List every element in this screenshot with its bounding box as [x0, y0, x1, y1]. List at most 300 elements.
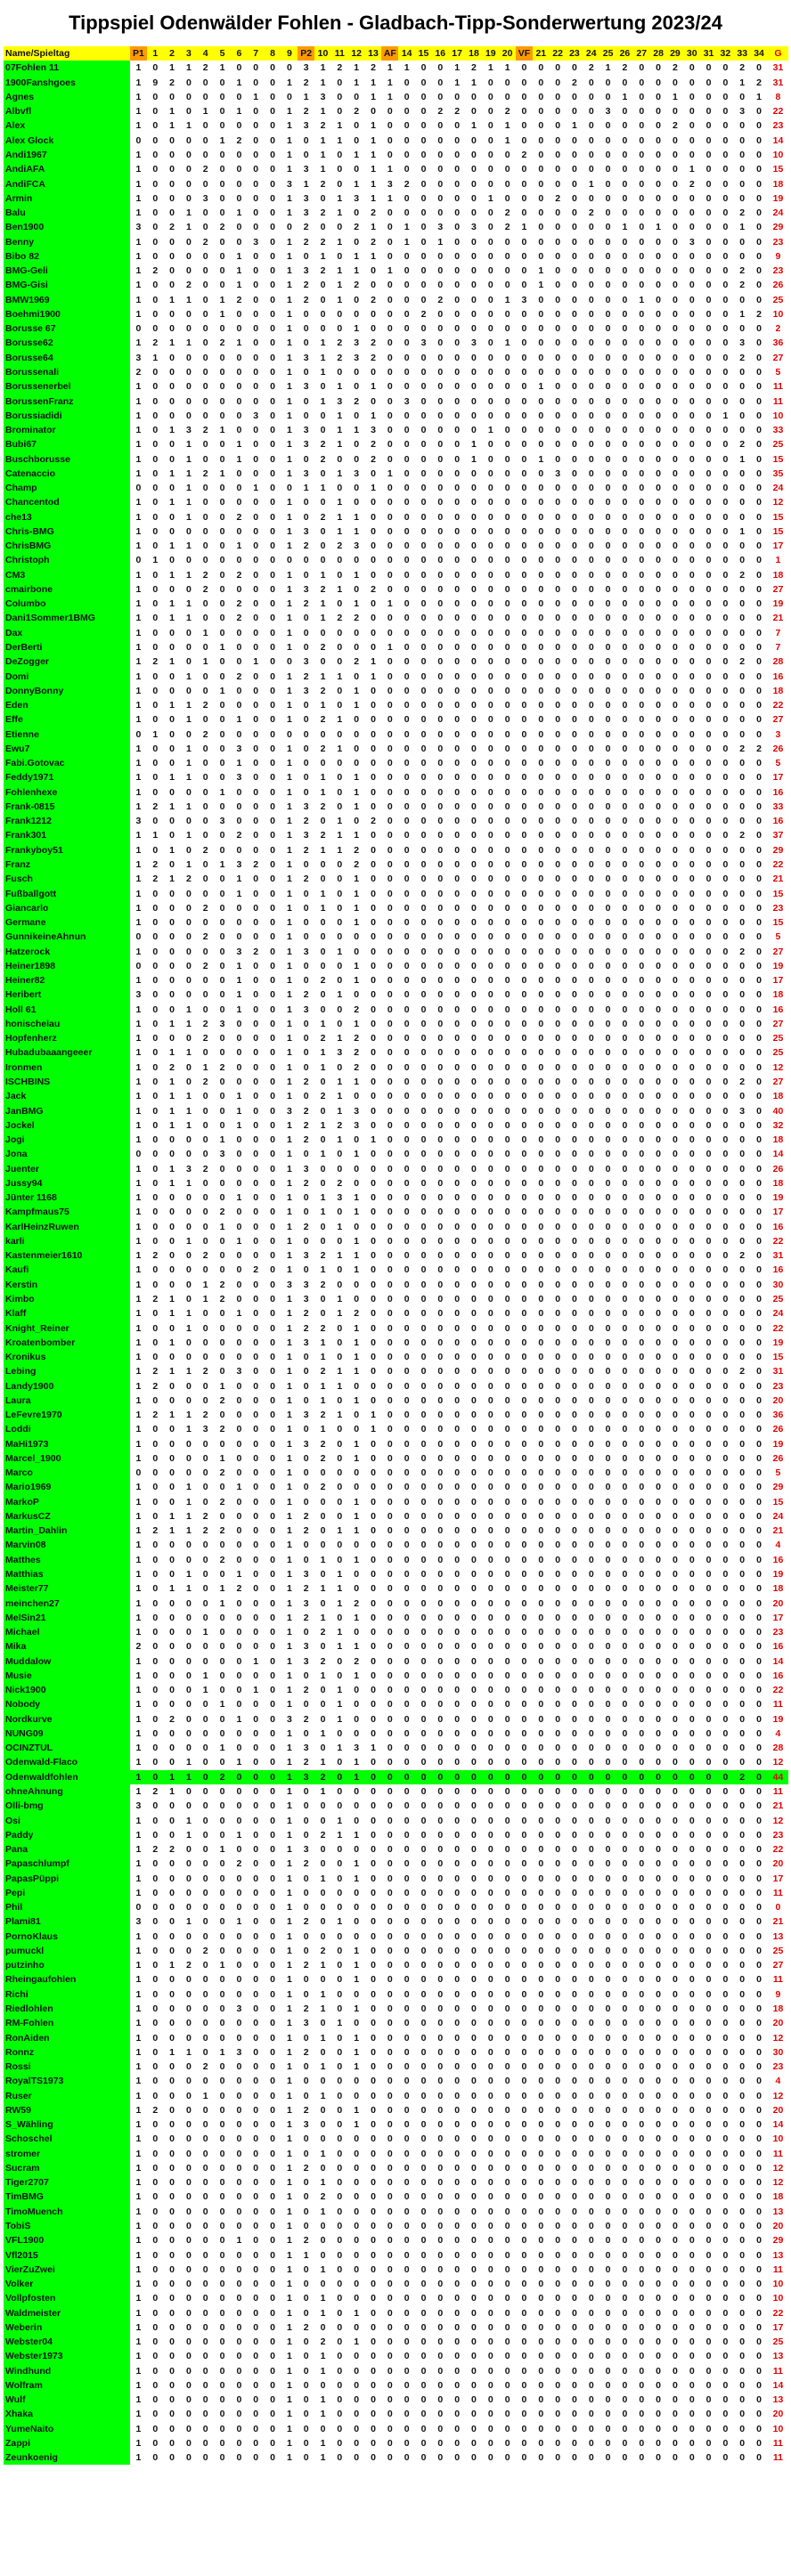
- score-cell: 1: [202, 1670, 208, 1681]
- score-cell: 0: [471, 902, 477, 914]
- score-cell: 0: [538, 1380, 544, 1392]
- score-cell: 1: [337, 714, 343, 726]
- score-cell: 0: [605, 743, 611, 754]
- score-cell: 1: [286, 1061, 292, 1073]
- score-cell: 0: [420, 656, 427, 668]
- score-cell: 0: [656, 1482, 661, 1493]
- score-cell: 0: [152, 1061, 159, 1073]
- score-cell: 0: [672, 1337, 678, 1348]
- score-cell: 0: [739, 120, 746, 132]
- score-cell: 0: [521, 989, 527, 1001]
- score-cell: 0: [756, 1308, 762, 1320]
- score-cell: 1: [354, 569, 360, 581]
- score-cell: 0: [739, 728, 746, 740]
- score-cell: 0: [538, 569, 544, 581]
- score-cell: 0: [320, 917, 326, 929]
- score-cell: 1: [337, 1134, 343, 1146]
- score-cell: 0: [689, 1134, 695, 1146]
- score-cell: 0: [639, 874, 645, 885]
- score-cell: 0: [202, 772, 208, 784]
- score-cell: 2: [202, 728, 208, 740]
- score-cell: 0: [404, 1496, 410, 1507]
- score-cell: 1: [354, 1757, 360, 1768]
- score-cell: 0: [236, 642, 242, 654]
- score-cell: 0: [236, 1525, 242, 1537]
- score-cell: 0: [354, 642, 360, 654]
- score-cell: 0: [756, 786, 762, 798]
- total-score: 18: [772, 569, 784, 581]
- score-cell: 0: [420, 569, 427, 581]
- score-cell: 1: [320, 888, 326, 899]
- score-cell: 1: [236, 439, 242, 451]
- score-cell: 0: [605, 1322, 611, 1334]
- score-cell: 2: [371, 236, 376, 248]
- score-cell: 1: [185, 62, 192, 74]
- score-cell: 0: [152, 598, 159, 610]
- score-cell: 0: [471, 1510, 477, 1522]
- score-cell: 0: [404, 366, 410, 378]
- score-cell: 0: [555, 337, 561, 349]
- score-cell: 0: [572, 483, 577, 494]
- score-cell: 0: [487, 381, 493, 393]
- score-cell: 0: [471, 800, 477, 812]
- score-cell: 0: [236, 1786, 242, 1797]
- score-cell: 0: [253, 642, 259, 654]
- score-cell: 0: [605, 120, 611, 132]
- score-cell: 1: [169, 656, 175, 668]
- table-row: [4, 365, 788, 379]
- score-cell: 0: [270, 106, 275, 118]
- score-cell: 0: [672, 1424, 678, 1435]
- score-cell: 0: [253, 1786, 259, 1797]
- score-cell: 0: [169, 859, 175, 870]
- score-cell: 0: [639, 192, 645, 204]
- score-cell: 0: [622, 1641, 628, 1653]
- column-header-matchday: 8: [265, 46, 281, 61]
- score-cell: 1: [236, 1091, 242, 1102]
- score-cell: 0: [622, 1134, 628, 1146]
- score-cell: 0: [420, 1279, 427, 1290]
- score-cell: 0: [705, 1786, 712, 1797]
- total-score: 29: [772, 222, 784, 233]
- score-cell: 0: [185, 1380, 192, 1392]
- score-cell: 0: [555, 975, 561, 987]
- score-cell: 0: [656, 1061, 661, 1073]
- score-cell: 0: [337, 1786, 343, 1797]
- score-cell: 1: [135, 1743, 142, 1754]
- score-cell: 0: [471, 207, 477, 219]
- table-row: [4, 828, 788, 842]
- score-cell: 0: [689, 1149, 695, 1160]
- score-cell: 0: [387, 1670, 393, 1681]
- score-cell: 0: [633, 1770, 650, 1784]
- score-cell: 0: [253, 77, 259, 88]
- score-cell: 0: [404, 700, 410, 711]
- column-header-matchday: P1: [130, 46, 147, 61]
- column-header-matchday: AF: [381, 46, 398, 61]
- score-cell: 0: [387, 1699, 393, 1711]
- score-cell: 2: [739, 207, 746, 219]
- score-cell: 0: [672, 178, 678, 190]
- player-name: ISCHBINS: [4, 1075, 130, 1089]
- score-cell: 0: [672, 395, 678, 407]
- score-cell: 0: [639, 1438, 645, 1450]
- score-cell: 0: [387, 1047, 393, 1059]
- score-cell: 1: [354, 323, 360, 335]
- score-cell: 1: [521, 222, 527, 233]
- score-cell: 0: [672, 192, 678, 204]
- column-header-matchday: 9: [281, 46, 298, 61]
- score-cell: 0: [454, 1496, 461, 1507]
- score-cell: 0: [622, 1438, 628, 1450]
- score-cell: 0: [705, 222, 712, 233]
- score-cell: 0: [420, 1221, 427, 1232]
- score-cell: 0: [437, 467, 444, 479]
- score-cell: 0: [471, 1337, 477, 1348]
- score-cell: 0: [672, 1221, 678, 1232]
- score-cell: 3: [219, 1018, 225, 1029]
- score-cell: 0: [605, 1163, 611, 1174]
- score-cell: 0: [656, 425, 661, 436]
- score-cell: 0: [169, 1192, 175, 1204]
- score-cell: 0: [756, 627, 762, 638]
- score-cell: 0: [722, 366, 729, 378]
- score-cell: 0: [656, 1540, 661, 1551]
- score-cell: 0: [555, 1061, 561, 1073]
- score-cell: 0: [521, 106, 527, 118]
- total-score: 16: [772, 1641, 784, 1653]
- score-cell: 0: [420, 989, 427, 1001]
- score-cell: 0: [739, 931, 746, 943]
- score-cell: 0: [152, 120, 159, 132]
- score-cell: 0: [605, 1467, 611, 1479]
- score-cell: 3: [303, 656, 309, 668]
- score-cell: 0: [487, 700, 493, 711]
- score-cell: 1: [286, 1337, 292, 1348]
- score-cell: 0: [437, 540, 444, 552]
- score-cell: 0: [454, 410, 461, 421]
- table-row: [4, 148, 788, 162]
- score-cell: 0: [248, 1770, 265, 1784]
- score-cell: 0: [722, 134, 729, 146]
- score-cell: 0: [639, 1641, 645, 1653]
- score-cell: 2: [303, 1322, 309, 1334]
- score-cell: 0: [219, 670, 225, 682]
- score-cell: 2: [320, 1627, 326, 1638]
- score-cell: 0: [504, 1134, 510, 1146]
- score-cell: 0: [219, 569, 225, 581]
- score-cell: 0: [387, 1496, 393, 1507]
- score-cell: 0: [387, 1192, 393, 1204]
- score-cell: 0: [656, 308, 661, 320]
- score-cell: 1: [354, 511, 360, 523]
- score-cell: 0: [588, 366, 594, 378]
- score-cell: 0: [454, 1685, 461, 1696]
- score-cell: 1: [286, 1438, 292, 1450]
- score-cell: 0: [420, 236, 427, 248]
- score-cell: 1: [320, 366, 326, 378]
- score-cell: 1: [236, 1308, 242, 1320]
- score-cell: 3: [303, 1597, 309, 1609]
- score-cell: 2: [354, 1004, 360, 1015]
- score-cell: 0: [387, 1366, 393, 1377]
- score-cell: 0: [705, 1192, 712, 1204]
- score-cell: 0: [705, 1264, 712, 1276]
- score-cell: 0: [538, 1061, 544, 1073]
- score-cell: 0: [739, 1264, 746, 1276]
- score-cell: 1: [135, 569, 142, 581]
- score-cell: 0: [404, 192, 410, 204]
- score-cell: 1: [354, 598, 360, 610]
- score-cell: 0: [454, 222, 461, 233]
- score-cell: 0: [420, 1322, 427, 1334]
- score-cell: 0: [672, 830, 678, 841]
- table-row: [4, 1509, 788, 1524]
- score-cell: 0: [521, 1149, 527, 1160]
- score-cell: 0: [371, 975, 376, 987]
- score-cell: 0: [219, 120, 225, 132]
- score-cell: 0: [270, 1800, 275, 1812]
- score-cell: 0: [504, 816, 510, 827]
- score-cell: 2: [371, 62, 376, 74]
- score-cell: 0: [202, 786, 208, 798]
- score-cell: 0: [572, 1293, 577, 1304]
- score-cell: 2: [320, 1438, 326, 1450]
- score-cell: 0: [639, 670, 645, 682]
- score-cell: 0: [689, 280, 695, 291]
- score-cell: 0: [253, 1163, 259, 1174]
- score-cell: 0: [639, 1119, 645, 1131]
- score-cell: 0: [404, 77, 410, 88]
- score-cell: 1: [135, 670, 142, 682]
- score-cell: 0: [236, 1743, 242, 1754]
- score-cell: 0: [169, 1264, 175, 1276]
- score-cell: 1: [487, 62, 493, 74]
- score-cell: 0: [471, 1713, 477, 1725]
- score-cell: 0: [504, 453, 510, 465]
- score-cell: 0: [437, 120, 444, 132]
- score-cell: 1: [135, 874, 142, 885]
- score-cell: 0: [555, 425, 561, 436]
- score-cell: 0: [622, 525, 628, 537]
- score-cell: 0: [185, 1033, 192, 1044]
- table-row: [4, 104, 788, 118]
- score-cell: 0: [538, 1786, 544, 1797]
- score-cell: 0: [605, 1482, 611, 1493]
- score-cell: 0: [202, 1597, 208, 1609]
- score-cell: 0: [622, 1394, 628, 1406]
- score-cell: 0: [354, 1713, 360, 1725]
- score-cell: 3: [354, 1743, 360, 1754]
- score-cell: 0: [371, 1119, 376, 1131]
- score-cell: 0: [639, 1221, 645, 1232]
- total-score: 7: [775, 642, 781, 654]
- player-name: Fohlenhexe: [4, 785, 130, 800]
- score-cell: 2: [152, 874, 159, 885]
- player-name: Heiner82: [4, 973, 130, 987]
- score-cell: 0: [705, 540, 712, 552]
- score-cell: 0: [672, 453, 678, 465]
- score-cell: 0: [572, 800, 577, 812]
- score-cell: 0: [656, 1438, 661, 1450]
- score-cell: 0: [605, 294, 611, 305]
- score-cell: 0: [639, 1670, 645, 1681]
- score-cell: 0: [555, 714, 561, 726]
- score-cell: 0: [487, 1786, 493, 1797]
- score-cell: 1: [354, 1452, 360, 1464]
- score-cell: 0: [572, 1670, 577, 1681]
- score-cell: 0: [605, 989, 611, 1001]
- score-cell: 1: [219, 1743, 225, 1754]
- score-cell: 0: [656, 598, 661, 610]
- score-cell: 1: [286, 1293, 292, 1304]
- score-cell: 0: [739, 1424, 746, 1435]
- score-cell: 0: [454, 352, 461, 363]
- score-cell: 0: [354, 1685, 360, 1696]
- score-cell: 0: [538, 1033, 544, 1044]
- score-cell: 0: [588, 1119, 594, 1131]
- score-cell: 0: [354, 497, 360, 508]
- score-cell: 0: [371, 280, 376, 291]
- score-cell: 0: [656, 613, 661, 624]
- score-cell: 0: [705, 77, 712, 88]
- score-cell: 0: [354, 1380, 360, 1392]
- score-cell: 0: [588, 786, 594, 798]
- score-cell: 0: [270, 1076, 275, 1087]
- score-cell: 0: [722, 1221, 729, 1232]
- score-cell: 0: [253, 1452, 259, 1464]
- score-cell: 0: [572, 844, 577, 856]
- score-cell: 1: [337, 381, 343, 393]
- score-cell: 0: [605, 859, 611, 870]
- score-cell: 0: [202, 207, 208, 219]
- player-name: Champ: [4, 481, 130, 495]
- score-cell: 1: [286, 1134, 292, 1146]
- score-cell: 0: [605, 874, 611, 885]
- score-cell: 0: [471, 1322, 477, 1334]
- score-cell: 1: [320, 62, 326, 74]
- score-cell: 0: [555, 569, 561, 581]
- score-cell: 0: [555, 1207, 561, 1218]
- player-name: Alex Glock: [4, 134, 130, 148]
- score-cell: 0: [588, 1670, 594, 1681]
- table-row: [4, 915, 788, 930]
- score-cell: 1: [185, 1410, 192, 1421]
- score-cell: 0: [538, 1699, 544, 1711]
- score-cell: 0: [588, 1410, 594, 1421]
- score-cell: 0: [420, 483, 427, 494]
- score-cell: 0: [337, 598, 343, 610]
- score-cell: 0: [521, 483, 527, 494]
- score-cell: 0: [672, 960, 678, 971]
- score-cell: 0: [354, 1424, 360, 1435]
- score-cell: 0: [504, 1380, 510, 1392]
- score-cell: 1: [135, 1583, 142, 1595]
- score-cell: 0: [588, 1757, 594, 1768]
- score-cell: 0: [152, 627, 159, 638]
- score-cell: 2: [320, 714, 326, 726]
- score-cell: 0: [739, 583, 746, 595]
- score-cell: 0: [320, 294, 326, 305]
- score-cell: 0: [270, 1264, 275, 1276]
- score-cell: 0: [152, 236, 159, 248]
- score-cell: 0: [303, 1467, 309, 1479]
- column-header-matchday: 19: [482, 46, 499, 61]
- score-cell: 0: [404, 1207, 410, 1218]
- score-cell: 0: [415, 1770, 432, 1784]
- total-score: 15: [772, 917, 784, 929]
- score-cell: 0: [270, 1597, 275, 1609]
- score-cell: 0: [471, 728, 477, 740]
- score-cell: 1: [286, 308, 292, 320]
- total-score: 11: [772, 1786, 784, 1797]
- score-cell: 0: [605, 540, 611, 552]
- score-cell: 0: [454, 1308, 461, 1320]
- score-cell: 0: [538, 1410, 544, 1421]
- score-cell: 0: [152, 1655, 159, 1667]
- score-cell: 0: [538, 1235, 544, 1247]
- score-cell: 0: [656, 164, 661, 175]
- score-cell: 0: [538, 800, 544, 812]
- score-cell: 0: [722, 931, 729, 943]
- score-cell: 0: [152, 1597, 159, 1609]
- score-cell: 0: [705, 685, 712, 696]
- score-cell: 0: [202, 555, 208, 566]
- score-cell: 0: [521, 917, 527, 929]
- score-cell: 0: [437, 1337, 444, 1348]
- score-cell: 0: [404, 1743, 410, 1754]
- score-cell: 0: [722, 555, 729, 566]
- score-cell: 0: [387, 800, 393, 812]
- score-cell: 0: [656, 1569, 661, 1581]
- score-cell: 1: [672, 91, 678, 102]
- score-cell: 1: [337, 467, 343, 479]
- score-cell: 0: [169, 1670, 175, 1681]
- score-cell: 0: [672, 511, 678, 523]
- score-cell: 0: [555, 1076, 561, 1087]
- score-cell: 0: [572, 1134, 577, 1146]
- score-cell: 0: [705, 1627, 712, 1638]
- score-cell: 1: [337, 425, 343, 436]
- score-cell: 0: [572, 352, 577, 363]
- score-cell: 0: [169, 1380, 175, 1392]
- player-name: Mika: [4, 1639, 130, 1654]
- score-cell: 0: [236, 323, 242, 335]
- score-cell: 0: [236, 483, 242, 494]
- score-cell: 0: [420, 1352, 427, 1363]
- score-cell: 0: [504, 989, 510, 1001]
- player-name: Heribert: [4, 987, 130, 1002]
- score-cell: 0: [538, 1670, 544, 1681]
- score-cell: 0: [656, 294, 661, 305]
- score-cell: 0: [487, 511, 493, 523]
- score-cell: 1: [135, 1091, 142, 1102]
- score-cell: 0: [588, 250, 594, 262]
- score-cell: 0: [185, 917, 192, 929]
- score-cell: 0: [656, 1352, 661, 1363]
- score-cell: 0: [471, 1192, 477, 1204]
- total-score: 33: [772, 800, 784, 812]
- player-name: ChrisBMG: [4, 539, 130, 553]
- score-cell: 0: [756, 1134, 762, 1146]
- score-cell: 0: [504, 540, 510, 552]
- score-cell: 0: [555, 931, 561, 943]
- score-cell: 0: [404, 337, 410, 349]
- score-cell: 0: [605, 975, 611, 987]
- score-cell: 0: [437, 1757, 444, 1768]
- player-name: JanBMG: [4, 1103, 130, 1117]
- score-cell: 0: [253, 989, 259, 1001]
